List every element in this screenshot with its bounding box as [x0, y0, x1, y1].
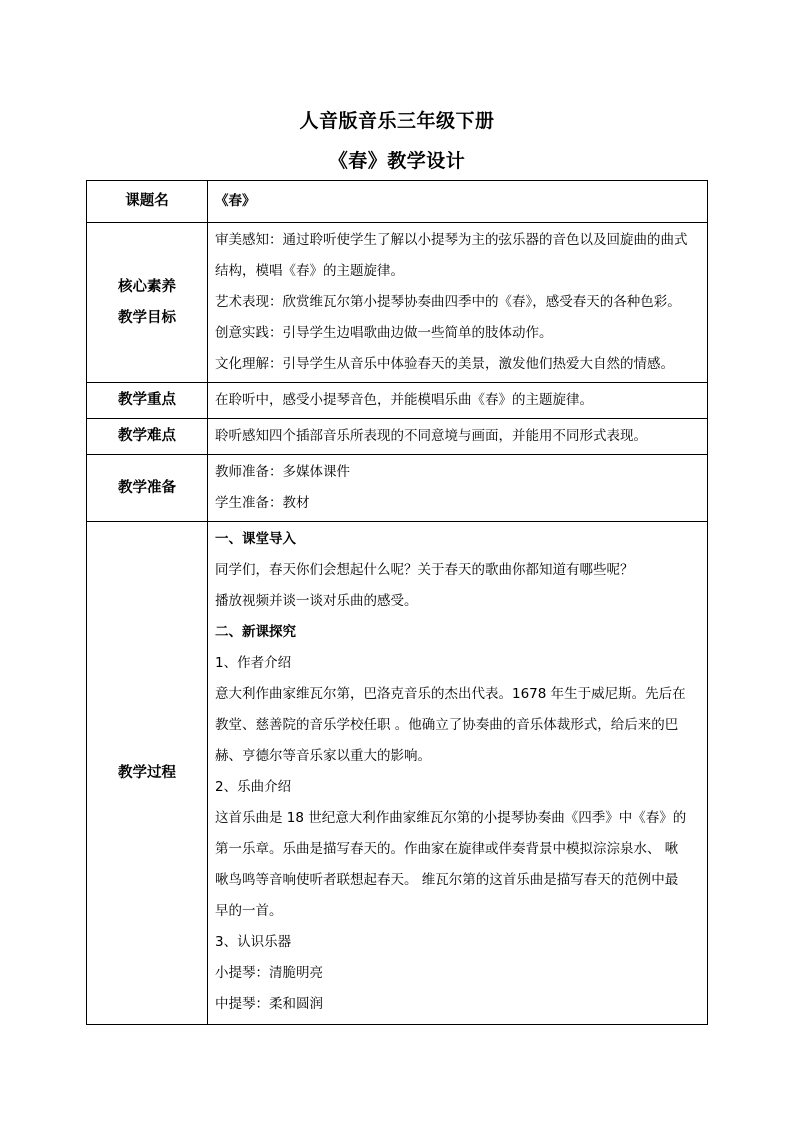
section-heading: 二、新课探究 — [215, 624, 296, 640]
content-line: 中提琴：柔和圆润 — [215, 996, 323, 1012]
content-line: 播放视频并谈一谈对乐曲的感受。 — [215, 593, 418, 609]
content-line: 同学们，春天你们会想起什么呢？关于春天的歌曲你都知道有哪些呢？ — [215, 562, 634, 578]
section-heading: 一、课堂导入 — [215, 531, 296, 547]
content-line: 第一乐章。乐曲是描写春天的。作曲家在旋律或伴奏背景中模拟淙淙泉水、 啾 — [215, 841, 679, 857]
row-label-key-points: 教学重点 — [87, 383, 208, 419]
row-content-topic — [208, 181, 708, 223]
content-line: 在聆听中，感受小提琴音色，并能模唱乐曲《春》的主题旋律。 — [215, 392, 593, 408]
content-line: 这首乐曲是 18 世纪意大利作曲家维瓦尔第的小提琴协奏曲《四季》中《春》的 — [215, 810, 687, 826]
table-row — [87, 419, 708, 455]
row-label-topic: 课题名 — [87, 181, 208, 223]
table-row — [87, 383, 708, 419]
content-line: 3、认识乐器 — [215, 934, 292, 950]
label-line: 教学目标 — [118, 309, 176, 326]
content-line: 《春》 — [215, 193, 256, 209]
content-line: 教堂、慈善院的音乐学校任职 。他确立了协奏曲的音乐体裁形式，给后来的巴 — [215, 717, 679, 733]
content-line: 文化理解：引导学生从音乐中体验春天的美景，激发他们热爱大自然的情感。 — [215, 356, 674, 372]
row-content-objectives — [208, 223, 708, 383]
content-line: 学生准备：教材 — [215, 495, 310, 511]
row-label-difficulties: 教学难点 — [87, 419, 208, 455]
content-line: 意大利作曲家维瓦尔第，巴洛克音乐的杰出代表。1678 年生于威尼斯。先后在 — [215, 686, 686, 702]
content-line: 聆听感知四个插部音乐所表现的不同意境与画面，并能用不同形式表现。 — [215, 428, 647, 444]
content-line: 赫、亨德尔等音乐家以重大的影响。 — [215, 748, 431, 764]
content-line: 啾鸟鸣等音响使听者联想起春天。 维瓦尔第的这首乐曲是描写春天的范例中最 — [215, 872, 679, 888]
content-line: 1、作者介绍 — [215, 655, 292, 671]
row-content-preparation — [208, 455, 708, 522]
content-line: 审美感知：通过聆听使学生了解以小提琴为主的弦乐器的音色以及回旋曲的曲式 — [215, 232, 688, 248]
content-line: 艺术表现：欣赏维瓦尔第小提琴协奏曲四季中的《春》，感受春天的各种色彩。 — [215, 294, 681, 310]
content-line: 早的一首。 — [215, 903, 283, 919]
table-row — [87, 455, 708, 522]
document-title-line2: 《春》教学设计 — [328, 150, 466, 172]
row-label-preparation: 教学准备 — [87, 455, 208, 522]
table-row — [87, 181, 708, 223]
row-label-objectives — [87, 223, 208, 383]
row-content-difficulties — [208, 419, 708, 455]
label-line: 核心素养 — [118, 278, 176, 295]
content-line: 小提琴：清脆明亮 — [215, 965, 323, 981]
content-line: 创意实践：引导学生边唱歌曲边做一些简单的肢体动作。 — [215, 325, 553, 341]
lesson-plan-table — [86, 180, 708, 1025]
row-content-key-points — [208, 383, 708, 419]
content-line: 教师准备：多媒体课件 — [215, 464, 350, 480]
content-line: 结构，模唱《春》的主题旋律。 — [215, 263, 404, 279]
table-row — [87, 522, 708, 1025]
document-title-line1: 人音版音乐三年级下册 — [299, 110, 495, 132]
table-row — [87, 223, 708, 383]
row-label-process: 教学过程 — [87, 522, 208, 1025]
row-content-process — [208, 522, 708, 1025]
content-line: 2、乐曲介绍 — [215, 779, 292, 795]
